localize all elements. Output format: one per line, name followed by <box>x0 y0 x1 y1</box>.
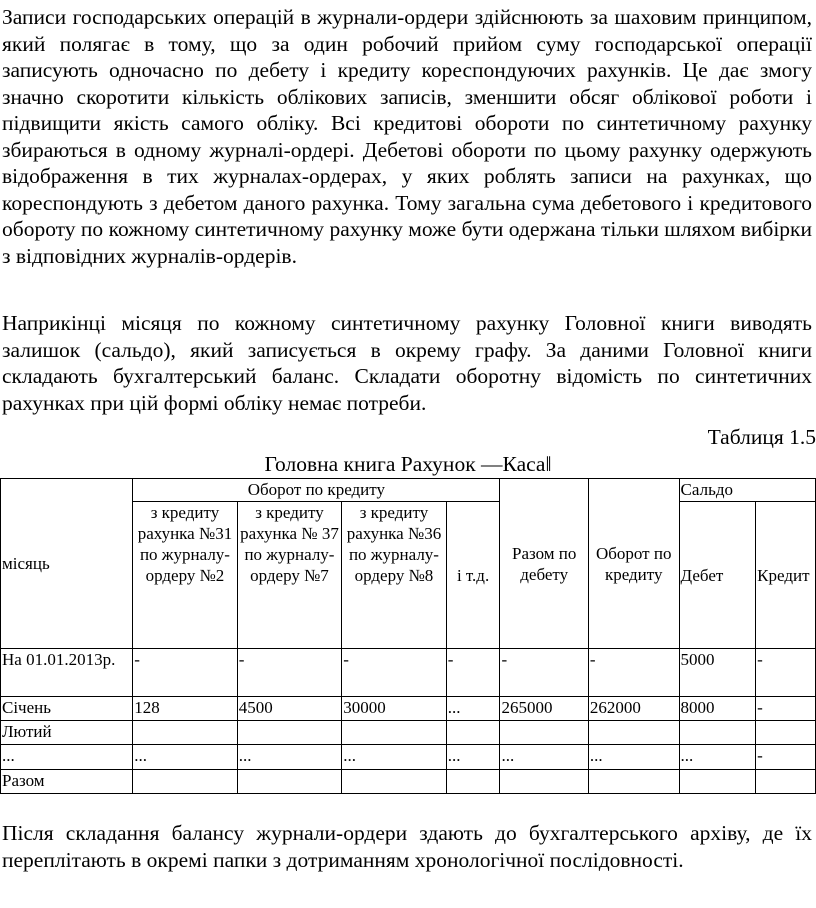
cell-etc: - <box>446 649 500 697</box>
cell-credit <box>756 770 816 794</box>
cell-turn: - <box>588 649 679 697</box>
cell-debit: 5000 <box>679 649 756 697</box>
cell-total: ... <box>500 745 588 770</box>
cell-c36: 30000 <box>342 697 447 721</box>
cell-debit <box>679 721 756 745</box>
cell-total <box>500 721 588 745</box>
header-col-36: з кредиту рахунка №36 по журналу-ордеру №8 <box>342 502 447 649</box>
cell-debit: 8000 <box>679 697 756 721</box>
cell-c31: ... <box>133 745 238 770</box>
cell-etc: ... <box>446 697 500 721</box>
table-row <box>1 649 816 697</box>
cell-c36 <box>342 721 447 745</box>
table-number: Таблиця 1.5 <box>707 425 816 449</box>
header-month: місяць <box>1 479 133 649</box>
cell-month: ... <box>1 745 133 770</box>
table-title: Головна книга Рахунок ―Каса‖ <box>264 452 552 476</box>
cell-c37: 4500 <box>237 697 342 721</box>
header-credit-turnover: Оборот по кредиту <box>133 479 500 502</box>
cell-credit <box>756 721 816 745</box>
table-row <box>1 721 816 745</box>
cell-c31 <box>133 770 238 794</box>
cell-credit: - <box>756 745 816 770</box>
table-row <box>1 770 816 794</box>
cell-turn: 262000 <box>588 697 679 721</box>
cell-turn: ... <box>588 745 679 770</box>
cell-total: - <box>500 649 588 697</box>
cell-etc <box>446 770 500 794</box>
general-ledger-table <box>0 478 816 794</box>
header-saldo: Сальдо <box>679 479 815 502</box>
paragraph-shah-principle: Записи господарських операцій в журнали-ордери здійснюють за шаховим принципом, який полягає в тому, що за один робочий прийом суму господарської операції записують одночасно по дебету і кредиту кореспондуючих рахунків. Це дає змогу значно скоротити кількість облікових записів, зменшити обсяг облікової роботи і підвищити якість самого обліку. Всі кредитові обороти по синтетичному рахунку збираються в одному журналі-ордері. Дебетові обороти по цьому рахунку одержують відображення в тих журналах-ордерах, у яких роблять записи на рахунках, що кореспондують з дебетом даного рахунка. Тому загальна сума дебетового і кредитового обороту по кожному синтетичному рахунку може бути одержана тільки шляхом вибірки з відповідних журналів-ордерів. <box>2 5 812 268</box>
header-col-31: з кредиту рахунка №31 по журналу-ордеру №2 <box>133 502 238 649</box>
paragraph-month-end: Наприкінці місяця по кожному синтетичному рахунку Головної книги виводять залишок (сальдо), який записується в окрему графу. За даними Головної книги складають бухгалтерський баланс. Складати оборотну відомість по синтетичних рахунках при цій формі обліку немає потреби. <box>2 311 812 415</box>
table-row <box>1 745 816 770</box>
cell-month: Лютий <box>1 721 133 745</box>
header-debit: Дебет <box>679 502 756 649</box>
header-total-debit: Разом по дебету <box>500 479 588 649</box>
cell-c37: ... <box>237 745 342 770</box>
cell-turn <box>588 770 679 794</box>
cell-month: На 01.01.2013р. <box>1 649 133 697</box>
cell-turn <box>588 721 679 745</box>
cell-c37 <box>237 721 342 745</box>
cell-month: Січень <box>1 697 133 721</box>
cell-c31 <box>133 721 238 745</box>
header-credit-turnover-col: Оборот по кредиту <box>588 479 679 649</box>
cell-c36 <box>342 770 447 794</box>
cell-c31: 128 <box>133 697 238 721</box>
cell-etc <box>446 721 500 745</box>
cell-credit: - <box>756 649 816 697</box>
paragraph-archive: Після складання балансу журнали-ордери здають до бухгалтерського архіву, де їх переплітають в окремі папки з дотриманням хронологічної послідовності. <box>2 821 812 872</box>
cell-credit: - <box>756 697 816 721</box>
cell-c37 <box>237 770 342 794</box>
cell-total <box>500 770 588 794</box>
header-col-37: з кредиту рахунка № 37 по журналу-ордеру №7 <box>237 502 342 649</box>
cell-debit: ... <box>679 745 756 770</box>
cell-debit <box>679 770 756 794</box>
cell-c31: - <box>133 649 238 697</box>
cell-etc: ... <box>446 745 500 770</box>
cell-total: 265000 <box>500 697 588 721</box>
cell-month: Разом <box>1 770 133 794</box>
cell-c36: ... <box>342 745 447 770</box>
cell-c36: - <box>342 649 447 697</box>
header-credit: Кредит <box>756 502 816 649</box>
table-row <box>1 697 816 721</box>
header-etc: і т.д. <box>446 502 500 649</box>
cell-c37: - <box>237 649 342 697</box>
